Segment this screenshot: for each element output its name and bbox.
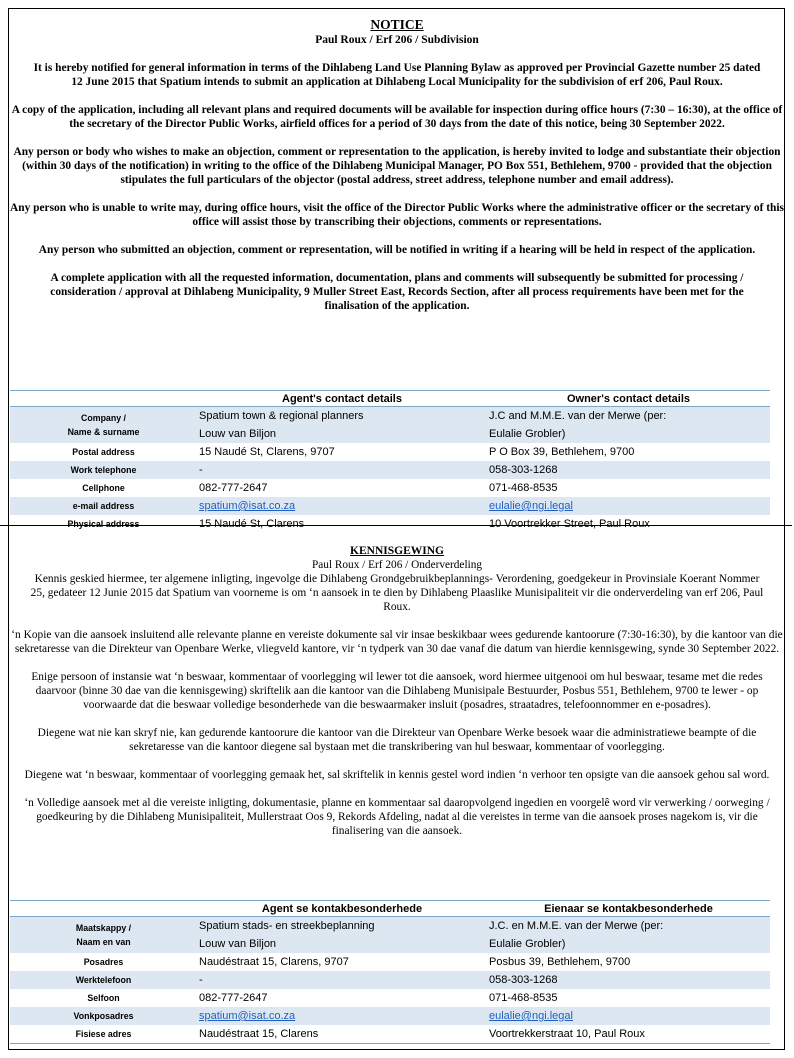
agent-company: Spatium stads- en streekbeplanning	[199, 920, 375, 932]
owner-column-header: Owner's contact details	[487, 391, 770, 407]
agent-postal: Naudéstraat 15, Clarens, 9707	[199, 956, 349, 968]
notice-title: NOTICE	[370, 17, 424, 32]
notice-subtitle: Paul Roux / Erf 206 / Subdivision	[315, 34, 479, 46]
kennisgewing-paragraph: Kennis geskied hiermee, ter algemene inligting, ingevolge die Dihlabeng Grondgebruikbeplannings- Verordening, goedgekeur in Provinsiale Koerant Nommer 25, gedateer 12 Junie 2015 dat Spatium van voorneme is om ‘n aansoek in te dien by Dihlabeng Plaaslike Munisipaliteit vir die onderverdeling van erf 206, Paul Roux.	[30, 573, 764, 613]
kennisgewing-paragraph: Diegene wat nie kan skryf nie, kan gedurende kantoorure die kantoor van die Direkteur van Openbare Werke besoek waar die administratiewe beampte of die sekretaresse van die kantoor diegene sal bystaan met die transkribering van hul beswaar, kommentaar of voorlegging.	[37, 727, 757, 753]
owner-postal: Posbus 39, Bethlehem, 9700	[489, 956, 631, 968]
agent-email-link[interactable]: spatium@isat.co.za	[199, 500, 296, 512]
table-row	[10, 971, 770, 989]
table-row	[10, 461, 770, 479]
kennisgewing-title: KENNISGEWING	[350, 545, 444, 557]
notice-paragraph: Any person or body who wishes to make an objection, comment or representation to the application, is hereby invited to lodge and substantiate their objection (within 30 days of the notification) in writing to the office of the Dihlabeng Municipal Manager, PO Box 551, Bethlehem, 9700 - provided that the objection stipulates the full particulars of the objector (postal address, street address, telephone number and email address).	[13, 146, 781, 186]
owner-company: J.C. en M.M.E. van der Merwe (per:	[489, 920, 664, 932]
owner-company: J.C and M.M.E. van der Merwe (per:	[489, 410, 667, 422]
agent-physical-address: Naudéstraat 15, Clarens	[199, 1028, 319, 1040]
english-contact-table	[10, 390, 770, 533]
agent-company: Spatium town & regional planners	[199, 410, 364, 422]
table-row	[10, 443, 770, 461]
table-row	[10, 989, 770, 1007]
kennisgewing-paragraph: ‘n Kopie van die aansoek insluitend alle relevante planne en vereiste dokumente sal vir insae beskikbaar wees gedurende kantoorure (7:30-16:30), by die kantoor van die sekretaresse van die Direkteur van Openbare Werke, vliegveld kantore, vir ‘n tydperk van 30 dae vanaf die datum van hierdie kennisgewing, synde 30 September 2022.	[11, 629, 783, 655]
kennisgewing-subtitle: Paul Roux / Erf 206 / Onderverdeling	[311, 559, 483, 571]
agent-cellphone: 082-777-2647	[199, 482, 268, 494]
kennisgewing-paragraph: Diegene wat ‘n beswaar, kommentaar of voorlegging gemaak het, sal skriftelik in kennis gestel word indien ‘n verhoor ten opsigte van die aansoek gehou sal word.	[24, 769, 770, 781]
row-label: Physical address	[67, 519, 140, 529]
owner-work-phone: 058-303-1268	[487, 971, 770, 989]
owner-cellphone: 071-468-8535	[489, 992, 558, 1004]
table-row	[10, 479, 770, 497]
table-row	[10, 953, 770, 971]
notice-paragraph: It is hereby notified for general information in terms of the Dihlabeng Land Use Planning Bylaw as approved per Provincial Gazette number 25 dated 12 June 2015 that Spatium intends to submit an application at Dihlabeng Local Municipality for the subdivision of erf 206, Paul Roux.	[33, 62, 761, 88]
row-label: Werktelefoon	[10, 971, 197, 989]
agent-email-link[interactable]: spatium@isat.co.za	[199, 1010, 296, 1022]
owner-cellphone: 071-468-8535	[489, 482, 558, 494]
row-label: Company /	[81, 413, 126, 423]
agent-column-header: Agent's contact details	[197, 391, 487, 407]
agent-physical-address: 15 Naudé St, Clarens	[199, 518, 305, 530]
agent-name: Louw van Biljon	[199, 938, 277, 950]
row-label: Cellphone	[82, 483, 125, 493]
owner-column-header: Eienaar se kontakbesonderhede	[487, 901, 770, 917]
agent-column-header: Agent se kontakbesonderhede	[197, 901, 487, 917]
notice-paragraph: Any person who submitted an objection, comment or representation, will be notified in writing if a hearing will be held in respect of the application.	[38, 244, 756, 256]
row-label: Naam en van	[76, 937, 131, 947]
table-row	[10, 407, 770, 444]
owner-physical-address: Voortrekkerstraat 10, Paul Roux	[489, 1028, 645, 1040]
agent-work-phone: -	[197, 461, 487, 479]
notice-paragraph: A complete application with all the requested information, documentation, plans and comments will subsequently be submitted for processing / consideration / approval at Dihlabeng Municipality, 9 Muller Street East, Records Section, after all process requirements have been met for the finalisation of the application.	[50, 272, 744, 312]
label-column-header	[10, 391, 197, 407]
owner-name: Eulalie Grobler)	[489, 938, 566, 950]
table-row	[10, 515, 770, 533]
kennisgewing-paragraph: ‘n Volledige aansoek met al die vereiste inligting, dokumentasie, planne en kommentaar sal daaropvolgend ingedien en voorgelê word vir verwerking / oorweging / goedkeuring by die Dihlabeng Munisipaliteit, Mullerstraat Oos 9, Rekords Afdeling, nadat al die vereistes in terme van die aansoek proses nagekom is, vir die finalisering van die aansoek.	[24, 797, 770, 837]
row-label: e-mail address	[10, 497, 197, 515]
table-row	[10, 497, 770, 515]
owner-email-link[interactable]: eulalie@ngi.legal	[489, 500, 573, 512]
kennisgewing-paragraph: Enige persoon of instansie wat ‘n beswaar, kommentaar of voorlegging wil lewer tot die aansoek, word hiermee uitgenooi om hul beswaar, tesame met die redes daarvoor (binne 30 dae van die kennisgewing) skriftelik aan die kantoor van die Dihlabeng Munisipale Bestuurder, Posbus 551, Bethlehem, 9700 te lewer - op voorwaarde dat die beswaar volledige besonderhede van die beswaarmaker insluit (posadres, straatadres, telefoonnommer en e-posadres).	[31, 671, 763, 711]
afrikaans-notice	[0, 536, 794, 838]
row-label: Maatskappy /	[75, 923, 132, 933]
row-label: Vonkposadres	[10, 1007, 197, 1025]
agent-name: Louw van Biljon	[199, 428, 277, 440]
row-label: Work telephone	[10, 461, 197, 479]
table-row	[10, 917, 770, 954]
afrikaans-contact-table	[10, 900, 770, 1044]
table-row	[10, 1025, 770, 1044]
row-label: Postal address	[72, 447, 135, 457]
owner-work-phone: 058-303-1268	[487, 461, 770, 479]
row-label: Fisiese adres	[75, 1029, 132, 1039]
owner-physical-address: 10 Voortrekker Street, Paul Roux	[489, 518, 650, 530]
row-label: Name & surname	[67, 427, 140, 437]
owner-name: Eulalie Grobler)	[489, 428, 566, 440]
english-notice	[0, 8, 794, 313]
row-label: Posadres	[83, 957, 124, 967]
notice-paragraph: Any person who is unable to write may, during office hours, visit the office of the Director Public Works where the administrative officer or the secretary of this office will assist those by transcribing their objections, comments or representations.	[10, 202, 784, 228]
owner-postal: P O Box 39, Bethlehem, 9700	[489, 446, 635, 458]
owner-email-link[interactable]: eulalie@ngi.legal	[489, 1010, 573, 1022]
row-label: Selfoon	[87, 993, 120, 1003]
agent-work-phone: -	[197, 971, 487, 989]
label-column-header	[10, 901, 197, 917]
table-row	[10, 1007, 770, 1025]
agent-postal: 15 Naudé St, Clarens, 9707	[199, 446, 335, 458]
agent-cellphone: 082-777-2647	[199, 992, 268, 1004]
notice-paragraph: A copy of the application, including all relevant plans and required documents will be available for inspection during office hours (7:30 – 16:30), at the office of the secretary of the Director Public Works, airfield offices for a period of 30 days from the date of this notice, being 30 September 2022.	[11, 104, 783, 130]
